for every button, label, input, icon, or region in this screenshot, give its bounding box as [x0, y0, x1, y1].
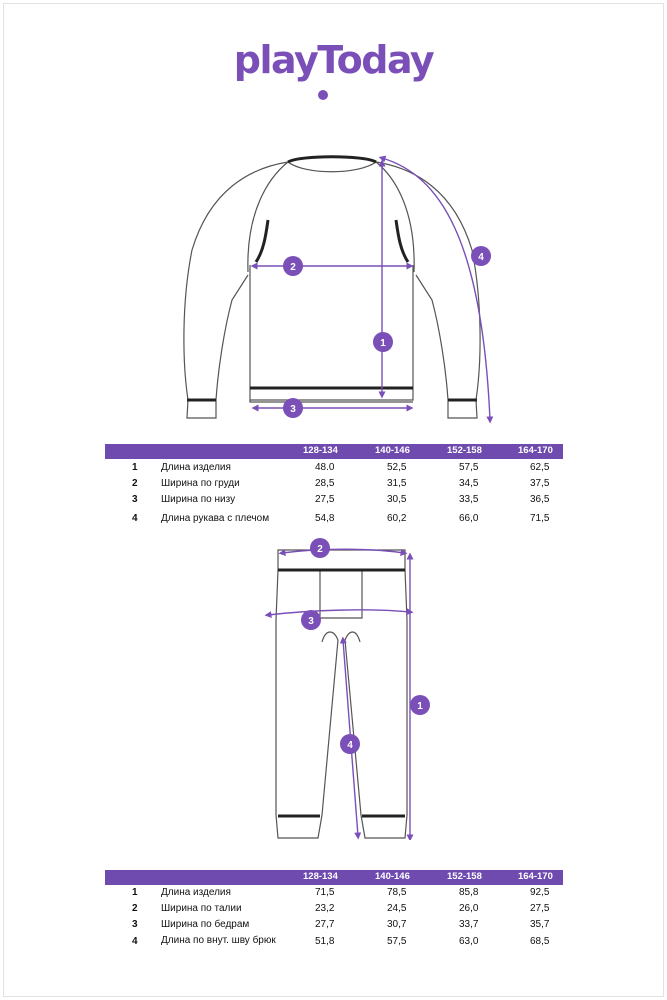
svg-text:4: 4	[347, 740, 353, 751]
brand-logo: playToday	[233, 38, 434, 82]
sweatshirt-left-raglan	[248, 162, 288, 272]
badge-sweatshirt-1	[373, 332, 393, 352]
table-header	[105, 444, 563, 459]
svg-text:1: 1	[380, 338, 386, 349]
size-header: 152-158	[447, 445, 482, 456]
size-header: 164-170	[518, 445, 553, 456]
size-header: 140-146	[375, 445, 410, 456]
pants-size-table: 128-134 140-146 152-158 164-170 1 Длина изделия 71,5 78,5 85,8 92,5 2 Ширина по талии 23,2 24,5 26,0 27,5 3 Ширина по бедрам 27,7 30,7 33,7 35,7 4 Длина по внут. шву брюк 51,8 57,5 63,0 68,5	[105, 870, 563, 885]
size-header: 152-158	[447, 871, 482, 882]
svg-text:1: 1	[417, 701, 423, 712]
size-header: 128-134	[303, 445, 338, 456]
svg-text:4: 4	[478, 252, 484, 263]
sweatshirt-sketch	[0, 0, 667, 440]
measure-line-sleeve	[382, 158, 490, 420]
sweatshirt-size-table: 128-134 140-146 152-158 164-170 1 Длина изделия 48.0 52,5 57,5 62,5 2 Ширина по груди 28,5 31,5 34,5 37,5 3 Ширина по низу 27,5 30,5 33,5 36,5 4 Длина рукава с плечом 54,8 60,2 66,0 71,5	[105, 444, 563, 459]
badge-sweatshirt-4	[471, 246, 491, 266]
badge-pants-1	[410, 695, 430, 715]
size-header: 128-134	[303, 871, 338, 882]
svg-text:2: 2	[317, 544, 323, 555]
badge-pants-4	[340, 734, 360, 754]
badge-sweatshirt-2	[283, 256, 303, 276]
svg-text:2: 2	[290, 262, 296, 273]
table-header	[105, 870, 563, 885]
sweatshirt-body-outline	[250, 265, 413, 400]
pants-waistband	[278, 550, 405, 570]
badge-pants-2	[310, 538, 330, 558]
badge-sweatshirt-3	[283, 398, 303, 418]
size-header: 164-170	[518, 871, 553, 882]
svg-text:3: 3	[308, 616, 314, 627]
sweatshirt-left-sleeve	[184, 162, 288, 400]
badge-pants-3	[301, 610, 321, 630]
sweatshirt-collar	[288, 162, 376, 172]
measure-line-hips	[268, 610, 410, 615]
sweatshirt-right-sleeve	[376, 162, 480, 400]
size-header: 140-146	[375, 871, 410, 882]
pants-sketch	[0, 530, 667, 840]
svg-text:3: 3	[290, 404, 296, 415]
